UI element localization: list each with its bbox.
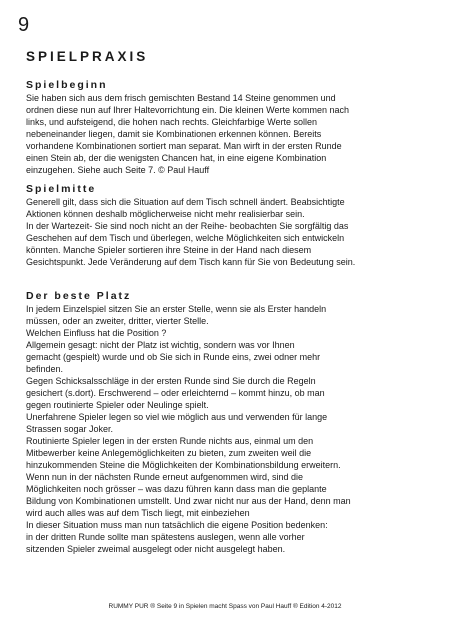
body-line: einen Stein ab, der die wenigsten Chancen hat, in eine eigene Kombination [26,153,327,163]
body-line: Geschehen auf dem Tisch und überlegen, welche Möglichkeiten sich entwickeln [26,233,345,243]
body-line: Strassen sogar Joker. [26,424,114,434]
body-line: einzugehen. Siehe auch Seite 7. © Paul Hauff [26,165,210,175]
body-line: könnten. Manche Spieler sortieren ihre Steine in der Hand nach diesem [26,245,312,255]
body-line: hinzukommenden Steine die Möglichkeiten der Kombinationsbildung erweitern. [26,460,341,470]
body-line: Gesichtspunkt. Jede Veränderung auf dem Tisch kann für Sie von Bedeutung sein. [26,257,356,267]
body-line: gegen routinierte Spieler oder Neulinge spielt. [26,400,209,410]
section-spielmitte [26,183,438,268]
body-line: nebeneinander liegen, damit sie Kombinationen erkennen können. Bereits [26,129,322,139]
body-line: sitzenden Spieler zweimal ausgelegt oder nicht ausgelegt haben. [26,544,286,554]
body-line: vorhandene Kombinationen sortiert man separat. Man wirft in der ersten Runde [26,141,342,151]
body-line: In dieser Situation muss man nun tatsächlich die eigene Position bedenken: [26,520,328,530]
body-line: Welchen Einfluss hat die Position ? [26,328,167,338]
section-body [26,92,438,176]
body-line: Unerfahrene Spieler legen so viel wie möglich aus und verwenden für lange [26,412,328,422]
body-line: Wenn nun in der nächsten Runde erneut aufgenommen wird, sind die [26,472,304,482]
body-line: Aktionen können deshalb möglicherweise nicht mehr realisierbar sein. [26,209,305,219]
body-line: Generell gilt, dass sich die Situation auf dem Tisch schnell ändert. Beabsichtigte [26,197,345,207]
body-line: In der Wartezeit- Sie sind noch nicht an der Reihe- beobachten Sie sorgfältig das [26,221,349,231]
page-title: SPIELPRAXIS [26,49,149,64]
page-number: 9 [18,14,30,36]
body-line: gemacht (gespielt) wurde und ob Sie sich in Runde eins, zwei odner mehr [26,352,321,362]
body-line: In jedem Einzelspiel sitzen Sie an erster Stelle, wenn sie als Erster handeln [26,304,327,314]
body-line: gesichert (s.dort). Erschwerend – oder erleichternd – kommt hinzu, ob man [26,388,325,398]
section-heading: Spielmitte [26,183,97,195]
body-line: in der dritten Runde sollte man spätestens auslegen, wenn alle vorher [26,532,305,542]
body-line: Allgemein gesagt: nicht der Platz ist wichtig, sondern was vor Ihnen [26,340,295,350]
body-line: Mitbewerber keine Anlegemöglichkeiten zu bieten, zum zweiten weil die [26,448,312,458]
section-spielbeginn [26,79,438,176]
section-heading: Der beste Platz [26,290,132,302]
body-line: Bildung von Kombinationen umstellt. Und zwar nicht nur aus der Hand, denn man [26,496,351,506]
body-line: links, und aufsteigend, die hohen nach rechts. Gleichfarbige Werte sollen [26,117,318,127]
body-line: ordnen diese nun auf Ihrer Haltevorrichtung ein. Die kleinen Werte kommen nach [26,105,350,115]
body-line: müssen, oder an zweiter, dritter, vierter Stelle. [26,316,209,326]
section-body [26,196,438,268]
body-line: befinden. [26,364,64,374]
body-line: wird auch alles was auf dem Tisch liegt, mit einbeziehen [26,508,250,518]
body-line: Routinierte Spieler legen in der ersten Runde nichts aus, einmal um den [26,436,314,446]
body-line: Gegen Schicksalsschläge in der ersten Runde sind Sie durch die Regeln [26,376,316,386]
section-der-beste-platz [26,290,438,555]
body-line: Möglichkeiten noch grösser – was dazu führen kann dass man die geplante [26,484,327,494]
body-line: Sie haben sich aus dem frisch gemischten Bestand 14 Steine genommen und [26,93,336,103]
page-footer: RUMMY PUR ® Seite 9 in Spielen macht Spass von Paul Hauff ® Edition 4-2012 [108,603,342,610]
section-body [26,303,438,555]
section-heading: Spielbeginn [26,79,108,91]
